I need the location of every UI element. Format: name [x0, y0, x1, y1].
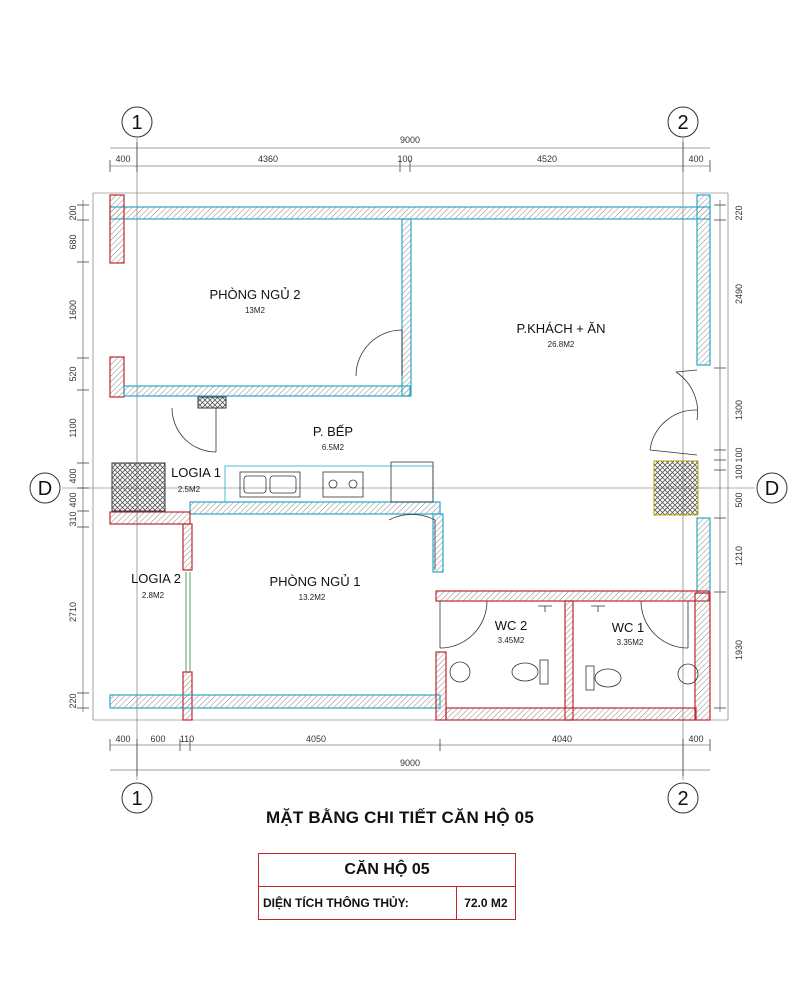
room-name-wc1: WC 1	[611, 620, 645, 635]
axis-d-right	[757, 473, 787, 503]
wall-center-vertical	[402, 219, 411, 396]
dim-top-1: 400	[115, 154, 131, 164]
dim-bottom-1: 400	[115, 734, 131, 744]
door-wc1	[641, 601, 688, 648]
wall-left-mid	[110, 357, 124, 397]
svg-text:2: 2	[677, 788, 689, 810]
dim-left-6: 400	[68, 468, 78, 484]
dim-right-5: 100	[734, 464, 744, 480]
wall-logia-bottom	[110, 512, 190, 524]
room-area-bedroom1: 13.2M2	[298, 593, 326, 602]
door-bedroom2	[356, 330, 402, 376]
dim-left-8: 310	[68, 511, 78, 527]
svg-text:D: D	[764, 478, 780, 500]
room-area-kitchen: 6.5M2	[321, 443, 345, 452]
wall-right-wc	[695, 593, 710, 720]
apartment-info-table	[258, 853, 516, 920]
wc-fixtures	[450, 606, 698, 690]
dim-left-5: 1100	[68, 418, 78, 438]
dim-left-4: 520	[68, 366, 78, 382]
dim-left-1: 200	[68, 205, 78, 221]
dimensions-right	[734, 205, 744, 660]
door-main	[650, 370, 698, 455]
room-name-logia1: LOGIA 1	[171, 465, 221, 480]
area-value: 72.0 M2	[456, 887, 515, 920]
dim-right-2: 2490	[734, 283, 744, 305]
dim-right-8: 1930	[734, 639, 744, 661]
area-label: DIỆN TÍCH THÔNG THỦY:	[259, 887, 457, 920]
dimensions-bottom	[115, 734, 703, 768]
dim-right-1: 220	[734, 205, 744, 221]
room-name-bedroom2: PHÒNG NGỦ 2	[209, 287, 301, 302]
column-small	[198, 397, 226, 408]
dim-bottom-total: 9000	[399, 758, 421, 768]
room-area-wc2: 3.45M2	[497, 636, 525, 645]
room-area-wc1: 3.35M2	[616, 638, 644, 647]
kitchen-counter	[225, 462, 433, 502]
wall-wc-top	[436, 591, 709, 601]
dim-right-7: 1210	[734, 545, 744, 567]
wall-wc-divider	[565, 601, 573, 720]
wall-bottom	[110, 695, 440, 708]
svg-text:D: D	[37, 478, 53, 500]
toilet-wc2	[512, 663, 538, 681]
dim-bottom-2: 600	[150, 734, 166, 744]
room-area-living: 26.8M2	[547, 340, 575, 349]
svg-text:1: 1	[131, 112, 143, 134]
room-name-living: P.KHÁCH + ĂN	[516, 321, 606, 336]
svg-text:1: 1	[131, 788, 143, 810]
wall-bedroom1-right	[433, 514, 443, 572]
dim-left-9: 2710	[68, 601, 78, 623]
dimensions-left	[68, 205, 78, 708]
dim-left-10: 220	[68, 693, 78, 709]
wall-logia2-divider	[183, 524, 192, 570]
dim-bottom-3: 110	[179, 734, 195, 744]
room-name-logia2: LOGIA 2	[131, 571, 181, 586]
wall-right-lower	[697, 518, 710, 593]
dim-right-6: 500	[734, 492, 744, 508]
wall-kitchen-bottom	[190, 502, 440, 514]
door-kitchen	[172, 408, 216, 452]
dim-top-2: 4360	[257, 154, 279, 164]
axis-2-top	[668, 107, 698, 137]
dim-top-3: 100	[397, 154, 413, 164]
dimensions-top	[115, 135, 703, 164]
dim-right-3: 1300	[734, 399, 744, 421]
axis-d-left	[30, 473, 60, 503]
wall-wc-left	[436, 652, 446, 720]
room-name-wc2: WC 2	[494, 618, 528, 633]
door-bedroom1	[389, 514, 435, 570]
dim-bottom-5: 4040	[551, 734, 573, 744]
room-area-logia1: 2.5M2	[177, 485, 201, 494]
dim-top-5: 400	[688, 154, 704, 164]
dim-top-total: 9000	[399, 135, 421, 145]
dim-right-4: 100	[734, 447, 744, 463]
wall-wc-bottom	[446, 708, 696, 720]
column-right	[654, 461, 698, 515]
columns	[112, 397, 698, 515]
wall-right-upper	[697, 195, 710, 365]
dim-bottom-4: 4050	[305, 734, 327, 744]
wall-top	[110, 207, 710, 219]
door-wc2	[440, 601, 487, 648]
dim-left-3: 1600	[68, 299, 78, 321]
svg-text:2: 2	[677, 112, 689, 134]
dim-left-2: 680	[68, 234, 78, 250]
drawing-title: MẶT BẰNG CHI TIẾT CĂN HỘ 05	[266, 808, 534, 827]
dim-bottom-6: 400	[688, 734, 704, 744]
room-name-bedroom1: PHÒNG NGỦ 1	[269, 574, 361, 589]
basin-wc2	[450, 662, 470, 682]
column-left	[112, 463, 165, 511]
room-area-bedroom2: 13M2	[244, 306, 266, 315]
room-name-kitchen: P. BẾP	[312, 424, 354, 439]
dim-top-4: 4520	[536, 154, 558, 164]
room-area-logia2: 2.8M2	[141, 591, 165, 600]
wall-bedroom2-bottom	[124, 386, 410, 396]
dim-left-7: 400	[68, 492, 78, 508]
wall-left-upper	[110, 195, 124, 263]
toilet-wc1	[595, 669, 621, 687]
axis-1-top	[122, 107, 152, 137]
apartment-name: CĂN HỘ 05	[259, 854, 516, 887]
